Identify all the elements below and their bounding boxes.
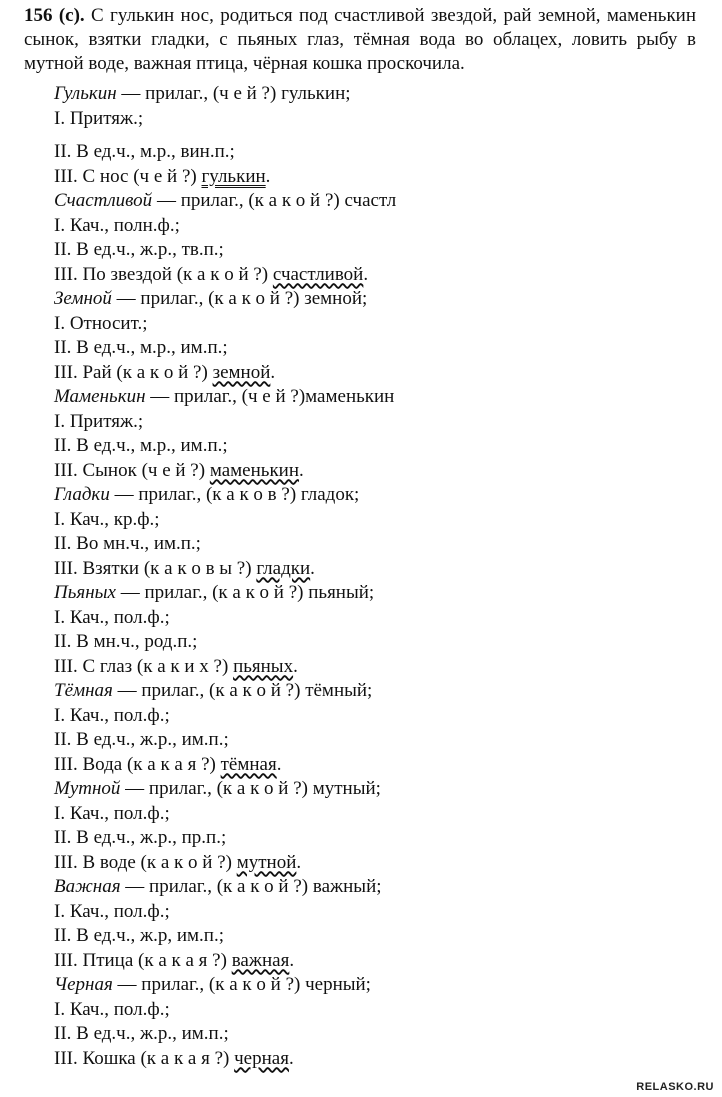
entry-definition: — прилаг., (к а к о в ?) гладок; [109, 484, 360, 505]
entry-heading [54, 189, 694, 214]
entry-vazhnaya [54, 875, 694, 973]
entry-line-1: I. Относит.; [54, 312, 148, 334]
underlined-word: гулькин [201, 165, 266, 187]
underlined-word: гладки [256, 557, 311, 579]
underlined-word: счастливой [272, 263, 364, 285]
entry-definition: — прилаг., (к а к о й ?) черный; [112, 974, 371, 995]
entry-gladki [54, 483, 694, 581]
entry-line-1: I. Кач., пол.ф.; [54, 802, 170, 824]
entry-heading [54, 973, 694, 998]
entry-line-2: II. В ед.ч., ж.р., тв.п.; [54, 239, 224, 260]
entry-zemnoy [54, 287, 694, 385]
entry-line-2: II. В ед.ч., ж.р, им.п.; [54, 925, 224, 946]
entry-definition: — прилаг., (к а к о й ?) счастл [152, 190, 397, 211]
entry-heading [54, 679, 694, 704]
entry-pyanykh [54, 581, 694, 679]
entry-line-2: II. В ед.ч., ж.р., им.п.; [54, 729, 229, 750]
entry-line-1: I. Притяж.; [54, 107, 144, 129]
entry-line-2: II. В ед.ч., ж.р., пр.п.; [54, 827, 227, 848]
entry-line-3-end: . [299, 459, 304, 481]
entry-definition: — прилаг., (к а к о й ?) пьяный; [115, 582, 375, 603]
entry-word: Тёмная [54, 680, 113, 701]
underlined-word: маменькин [209, 459, 300, 481]
entry-line-3 [54, 851, 694, 876]
entry-line-2: II. В ед.ч., м.р., им.п.; [54, 435, 228, 456]
entry-mutnoy [54, 777, 694, 875]
entry-definition: — прилаг., (к а к о й ?) важный; [120, 876, 382, 897]
entry-word: Гладки [54, 484, 110, 505]
underlined-word: земной [212, 361, 271, 383]
entry-definition: — прилаг., (ч е й ?) гулькин; [116, 83, 351, 104]
entry-heading [54, 777, 694, 802]
entry-line-3 [54, 361, 694, 386]
entry-line-3 [54, 1047, 694, 1072]
entry-tyomnaya [54, 679, 694, 777]
entry-definition: — прилаг., (к а к о й ?) тёмный; [112, 680, 373, 701]
entry-heading [54, 875, 694, 900]
entry-word: Важная [54, 876, 121, 897]
entry-word: Земной [54, 288, 112, 309]
entry-line-3-end: . [363, 263, 369, 285]
entry-line-3-text: III. По звездой (к а к о й ?) [54, 263, 273, 285]
entry-line-3 [54, 459, 694, 484]
entry-line-3 [54, 557, 694, 582]
entry-chernaya [54, 973, 694, 1071]
entry-line-3-text: III. Рай (к а к о й ?) [54, 361, 213, 383]
entry-line-2: II. В ед.ч., ж.р., им.п.; [54, 1023, 229, 1044]
entry-line-3 [54, 655, 694, 680]
entry-line-3-end: . [310, 557, 315, 579]
entry-line-1: I. Кач., пол.ф.; [54, 998, 170, 1020]
entry-line-2: II. В ед.ч., м.р., вин.п.; [54, 141, 235, 162]
entry-definition: — прилаг., (к а к о й ?) мутный; [120, 778, 381, 799]
entry-word: Маменькин [54, 386, 146, 407]
entry-word: Счастливой [54, 190, 153, 211]
entry-gulkin [54, 82, 694, 189]
entry-word: Пьяных [54, 582, 116, 603]
site-watermark: RELASKO.RU [636, 1081, 714, 1093]
entry-line-2: II. В мн.ч., род.п.; [54, 631, 198, 652]
entry-line-3-text: III. С нос (ч е й ?) [54, 165, 202, 187]
entry-line-1: I. Кач., кр.ф.; [54, 508, 160, 530]
entry-line-3-text: III. Птица (к а к а я ?) [54, 949, 232, 971]
entry-line-3 [54, 165, 694, 190]
entry-heading [54, 385, 694, 410]
entry-line-1: I. Кач., пол.ф.; [54, 900, 170, 922]
underlined-word: важная [231, 949, 290, 971]
entry-line-3-end: . [270, 361, 276, 383]
underlined-word: тёмная [220, 753, 277, 775]
underlined-word: черная [234, 1047, 289, 1069]
entry-schastlivoy [54, 189, 694, 287]
entry-line-2: II. В ед.ч., м.р., им.п.; [54, 337, 228, 358]
entry-line-3-end: . [265, 165, 271, 187]
entry-definition: — прилаг., (ч е й ?)маменькин [145, 386, 395, 407]
entry-definition: — прилаг., (к а к о й ?) земной; [111, 288, 368, 309]
entry-heading [54, 483, 694, 508]
entry-line-3 [54, 263, 694, 288]
entry-line-3-end: . [289, 949, 295, 971]
entry-heading [54, 287, 694, 312]
entry-heading [54, 82, 694, 107]
entry-line-3-end: . [276, 753, 282, 775]
entry-line-3-text: III. В воде (к а к о й ?) [54, 851, 237, 873]
entry-mamenkin [54, 385, 694, 483]
entry-line-3-text: III. С глаз (к а к и х ?) [54, 655, 234, 677]
parsing-entries [54, 82, 694, 1071]
entry-word: Мутной [54, 778, 121, 799]
exercise-intro [24, 4, 696, 76]
entry-word: Черная [54, 974, 113, 995]
entry-line-3-text: III. Вода (к а к а я ?) [54, 753, 221, 775]
entry-line-1: I. Кач., пол.ф.; [54, 704, 170, 726]
entry-line-1: I. Кач., полн.ф.; [54, 214, 180, 236]
entry-line-3 [54, 949, 694, 974]
entry-heading [54, 581, 694, 606]
entry-line-2: II. Во мн.ч., им.п.; [54, 533, 201, 554]
underlined-word: мутной [236, 851, 297, 873]
entry-line-3-text: III. Сынок (ч е й ?) [54, 459, 210, 481]
entry-line-3-text: III. Кошка (к а к а я ?) [54, 1047, 235, 1069]
entry-line-1: I. Притяж.; [54, 410, 144, 432]
entry-line-3-end: . [293, 655, 298, 677]
entry-word: Гулькин [54, 83, 117, 104]
underlined-word: пьяных [233, 655, 294, 677]
entry-line-1: I. Кач., пол.ф.; [54, 606, 170, 628]
entry-line-3-text: III. Взятки (к а к о в ы ?) [54, 557, 257, 579]
entry-line-3 [54, 753, 694, 778]
entry-line-3-end: . [288, 1047, 294, 1069]
entry-line-3-end: . [296, 851, 302, 873]
exercise-number: 156 (с). [24, 5, 85, 26]
exercise-text: С гулькин нос, родиться под счастливой звездой, рай земной, маменькин сынок, взятки гладки, с пьяных глаз, тёмная вода во облацех, ловить рыбу в мутной воде, важная птица, чёрная кошка проскочила. [24, 5, 697, 74]
